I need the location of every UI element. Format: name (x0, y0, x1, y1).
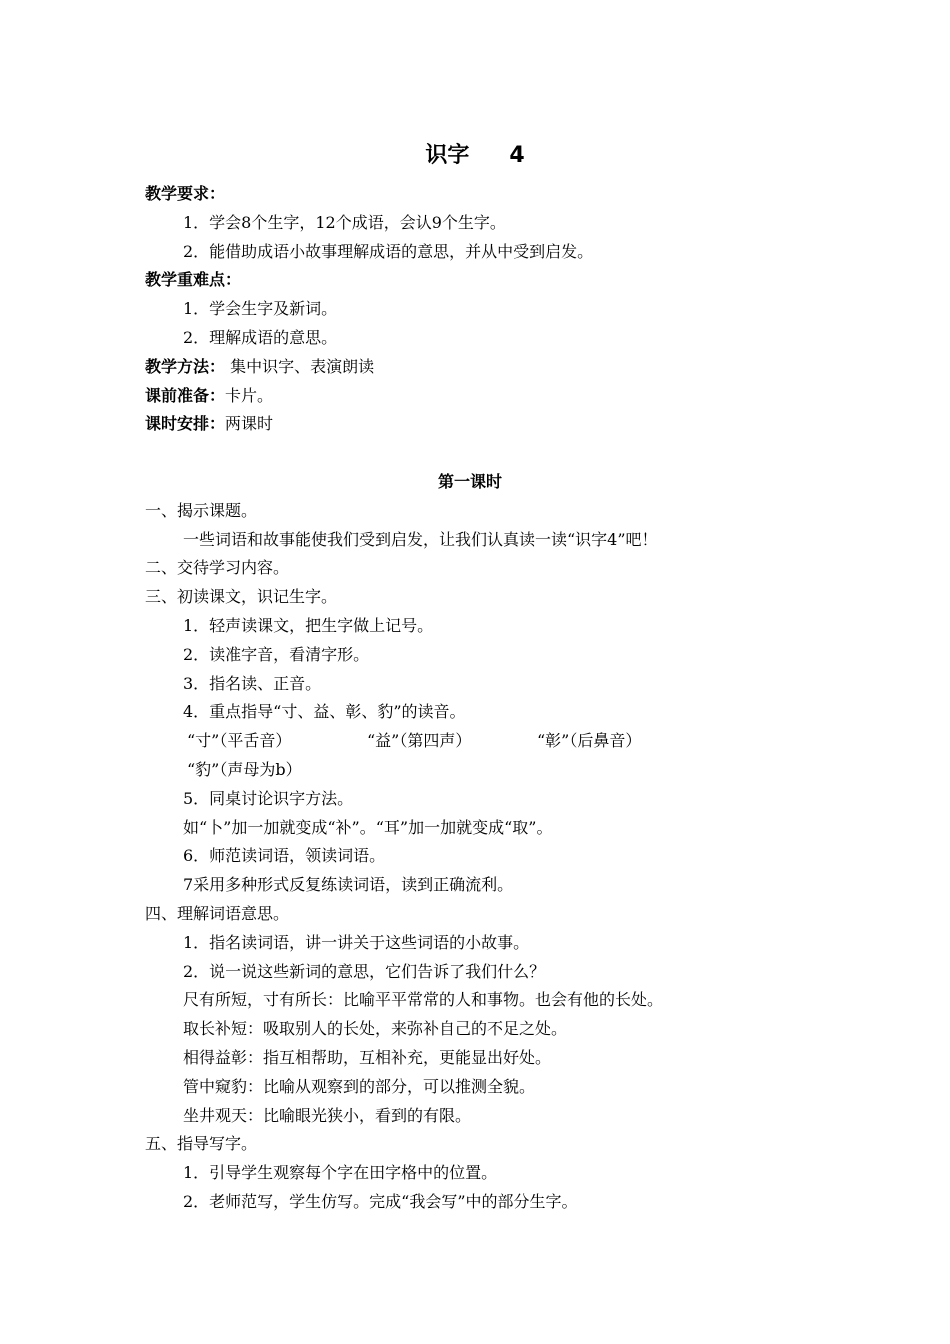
document-body (145, 180, 825, 1217)
idiom-definition: 取长补短：吸取别人的长处，来弥补自己的不足之处。 (183, 1019, 568, 1039)
schedule-line: 课时安排：两课时 (145, 414, 274, 434)
step-item: 2．说一说这些新词的意思，它们告诉了我们什么？ (183, 961, 546, 981)
step-item: 7采用多种形式反复练读词语，读到正确流利。 (183, 875, 514, 895)
key-point-item: 2．理解成语的意思。 (183, 327, 338, 347)
pronunciation-line: “寸”（平舌音） “益”（第四声） “彰”（后鼻音） (187, 731, 642, 751)
method-line: 教学方法： 集中识字、表演朗读 (145, 356, 375, 376)
section-heading: 三、初读课文，识记生字。 (145, 587, 338, 607)
section-heading: 二、交待学习内容。 (145, 558, 290, 578)
key-points-heading: 教学重难点： (145, 270, 242, 290)
step-item: 5．同桌讨论识字方法。 (183, 788, 354, 808)
idiom-definition: 相得益彰：指互相帮助，互相补充，更能显出好处。 (183, 1047, 552, 1067)
section-heading: 五、指导写字。 (145, 1134, 258, 1154)
title-number: 4 (509, 143, 525, 168)
section-heading: 四、理解词语意思。 (145, 903, 290, 923)
step-example: 如“卜”加一加就变成“补”。“耳”加一加就变成“取”。 (183, 817, 553, 837)
section-heading: 一、揭示课题。 (145, 500, 258, 520)
preparation-line: 课前准备：卡片。 (145, 385, 274, 405)
pronunciation-line: “豹”（声母为b） (187, 759, 302, 779)
idiom-definition: 管中窥豹：比喻从观察到的部分，可以推测全貌。 (183, 1076, 536, 1096)
step-item: 2．老师范写，学生仿写。完成“我会写”中的部分生字。 (183, 1191, 578, 1211)
key-point-item: 1．学会生字及新词。 (183, 299, 338, 319)
step-item: 1．引导学生观察每个字在田字格中的位置。 (183, 1163, 498, 1183)
idiom-definition: 尺有所短，寸有所长：比喻平平常常的人和事物。也会有他的长处。 (183, 990, 664, 1010)
step-item: 4．重点指导“寸、益、彰、豹”的读音。 (183, 702, 466, 722)
section-text: 一些词语和故事能使我们受到启发，让我们认真读一读“识字4”吧！ (183, 529, 658, 549)
lesson-title: 第一课时 (437, 471, 502, 491)
step-item: 6．师范读词语，领读词语。 (183, 846, 386, 866)
step-item: 1．指名读词语，讲一讲关于这些词语的小故事。 (183, 932, 530, 952)
title-main: 识字 (425, 143, 470, 168)
step-item: 1．轻声读课文，把生字做上记号。 (183, 615, 434, 635)
idiom-definition: 坐井观天：比喻眼光狭小，看到的有限。 (183, 1105, 472, 1125)
requirements-heading: 教学要求： (145, 184, 226, 203)
step-item: 3．指名读、正音。 (183, 673, 322, 693)
page-title (0, 138, 950, 169)
requirement-item: 2．能借助成语小故事理解成语的意思，并从中受到启发。 (183, 241, 594, 261)
requirement-item: 1．学会8个生字，12个成语，会认9个生字。 (183, 212, 506, 232)
step-item: 2．读准字音，看清字形。 (183, 644, 370, 664)
